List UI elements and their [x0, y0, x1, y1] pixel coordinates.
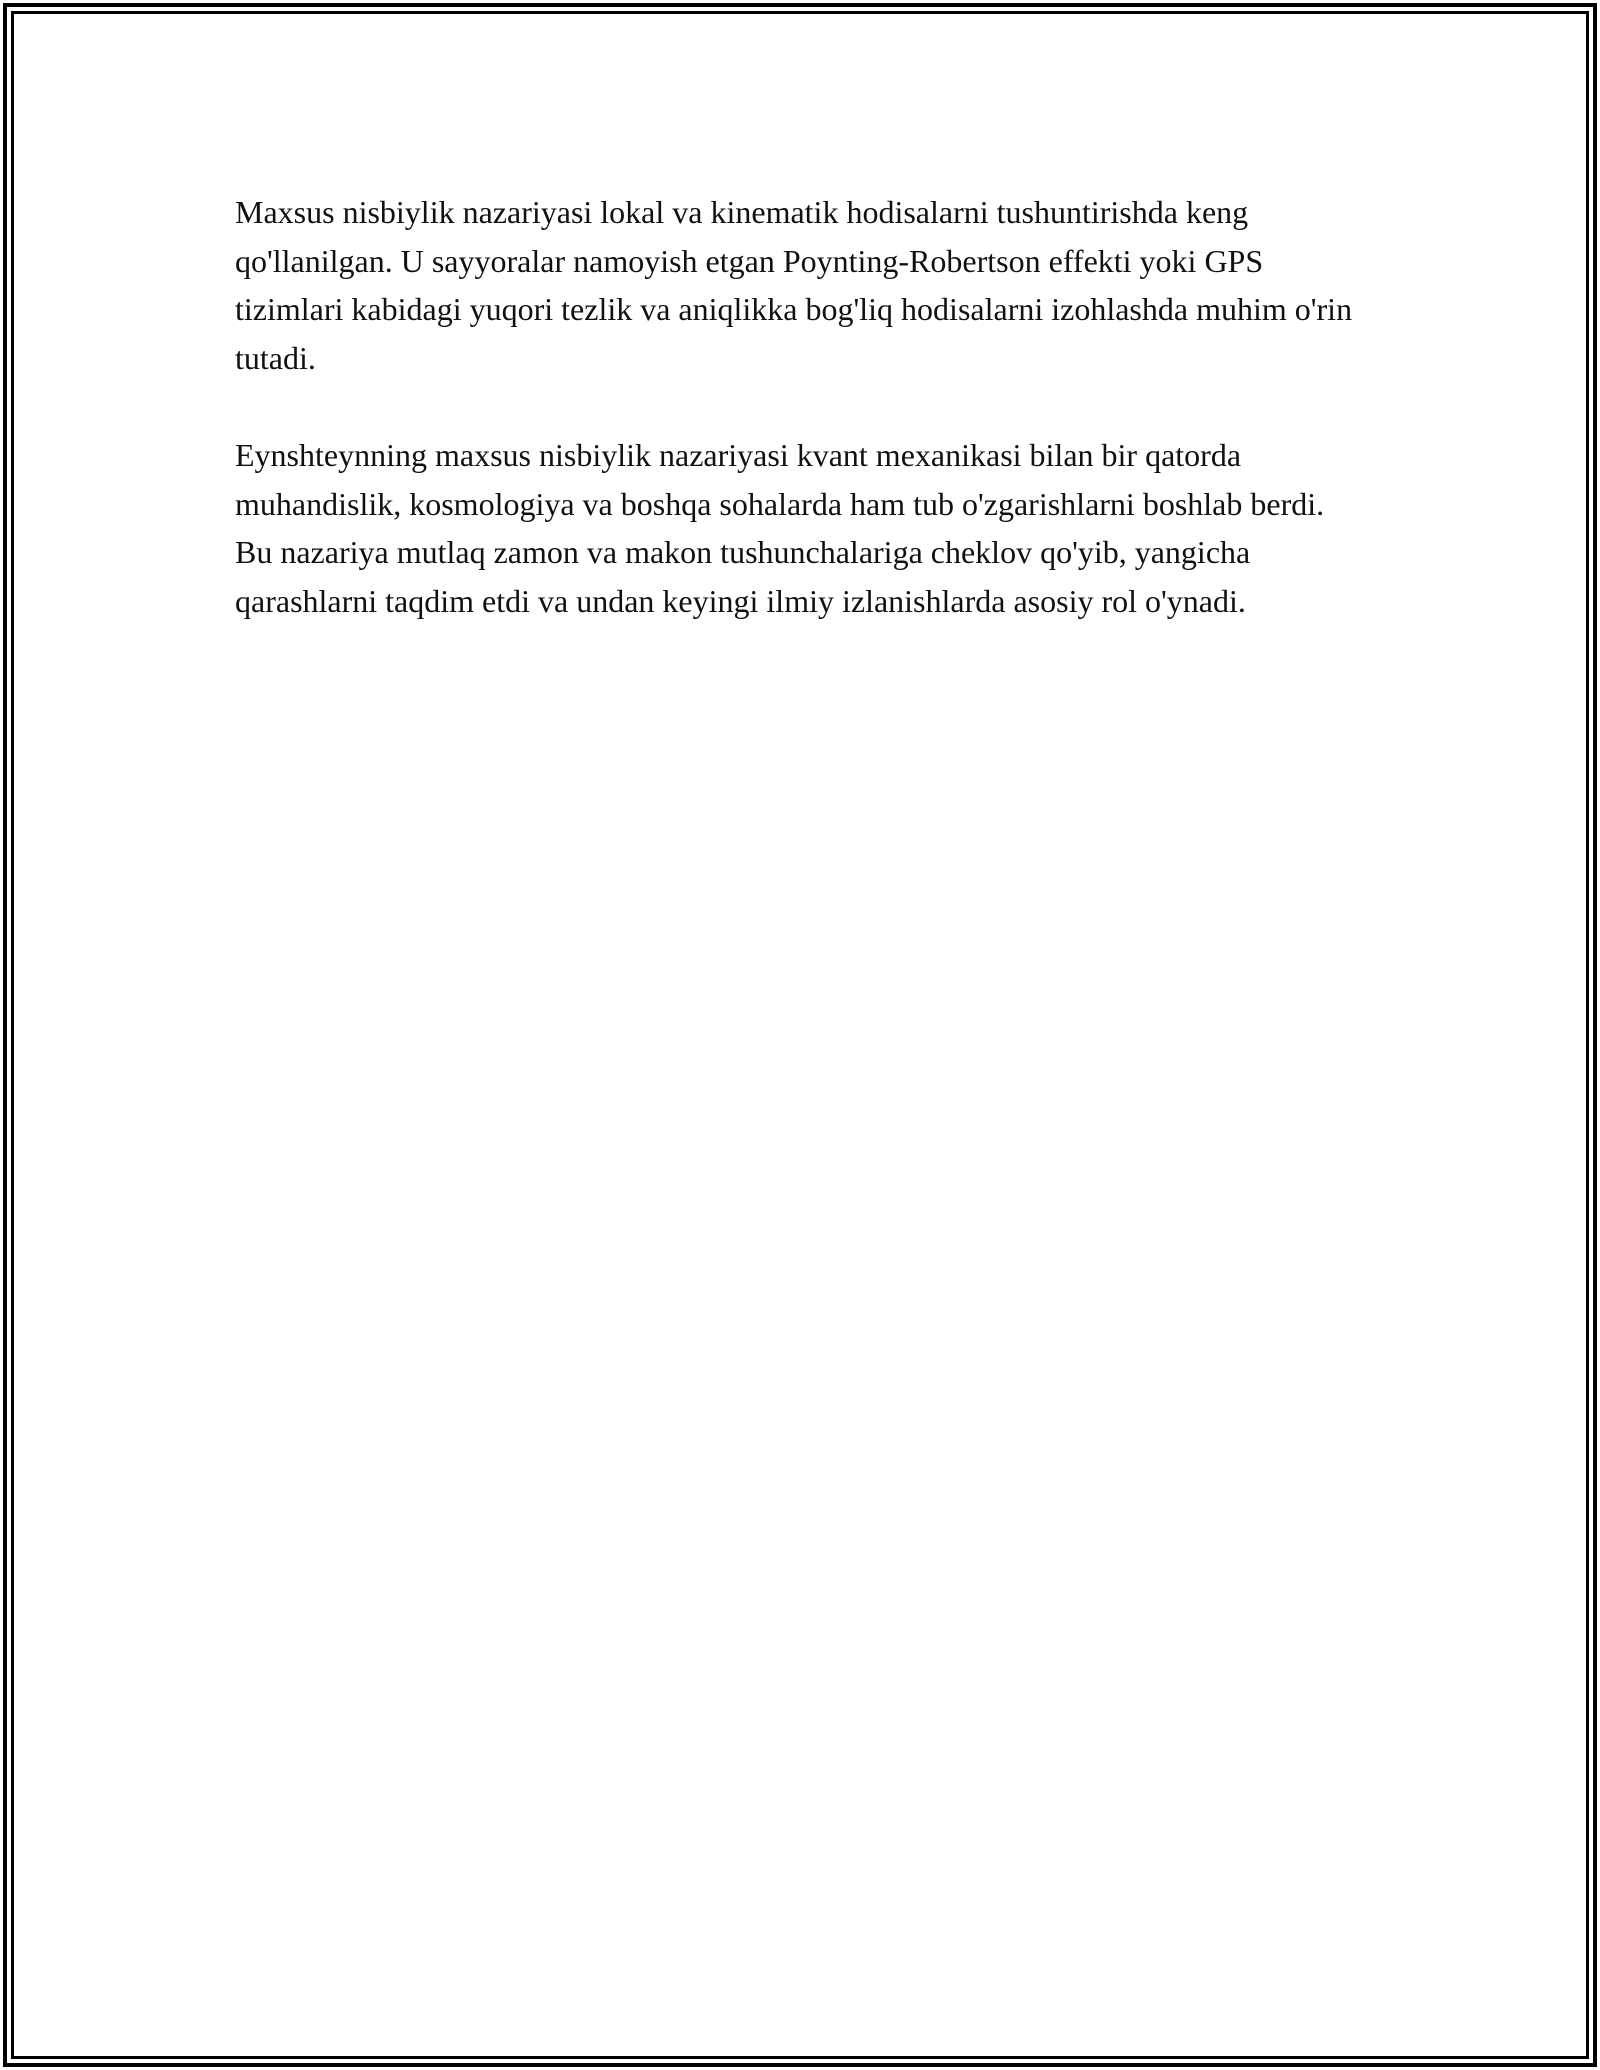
- paragraph-1: Maxsus nisbiylik nazariyasi lokal va kinematik hodisalarni tushuntirishda keng qo'llanilgan. U sayyoralar namoyish etgan Poynting-Robertson effekti yoki GPS tizimlari kabidagi yuqori tezlik va aniqlikka bog'liq hodisalarni izohlashda muhim o'rin tutadi.: [235, 194, 1353, 376]
- paragraph-2: Eynshteynning maxsus nisbiylik nazariyasi kvant mexanikasi bilan bir qatorda muhandislik, kosmologiya va boshqa sohalarda ham tub o'zgarishlarni boshlab berdi. Bu nazariya mutlaq zamon va makon tushunchalariga cheklov qo'yib, yangicha qarashlarni taqdim etdi va undan keyingi ilmiy izlanishlarda asosiy rol o'ynadi.: [235, 437, 1325, 619]
- document-body: [235, 188, 1360, 674]
